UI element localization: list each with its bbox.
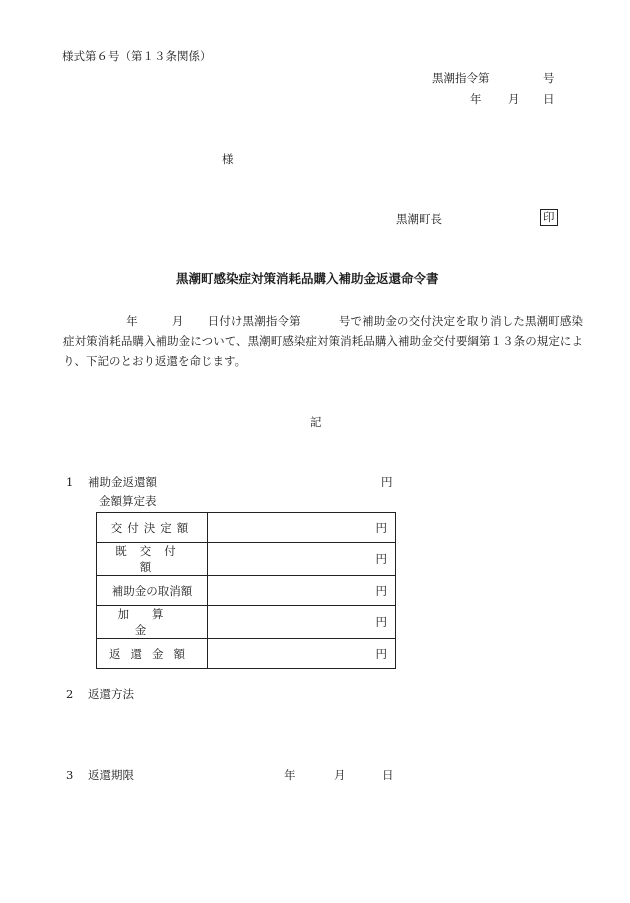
body-year: 年 — [126, 314, 138, 328]
date-year: 年 — [470, 92, 482, 106]
table-row — [97, 606, 396, 639]
section3-number: 3 — [66, 768, 74, 782]
row-unit: 円 — [208, 513, 396, 543]
amount-calculation-table — [96, 512, 396, 669]
section1-label: 補助金返還額 — [88, 475, 157, 489]
date-month: 月 — [508, 92, 520, 106]
deadline-year: 年 — [284, 768, 296, 782]
table-row — [97, 543, 396, 576]
addressee-suffix: 様 — [222, 152, 234, 166]
row-unit: 円 — [208, 606, 396, 639]
section1-unit: 円 — [381, 475, 393, 489]
deadline-day: 日 — [382, 768, 394, 782]
row-unit: 円 — [208, 639, 396, 669]
body-paragraph — [63, 311, 583, 371]
section2-number: 2 — [66, 687, 74, 701]
date-day: 日 — [543, 92, 555, 106]
table-row — [97, 639, 396, 669]
section1-number: 1 — [66, 475, 74, 489]
body-rest: 号で補助金の交付決定を取り消した黒潮町感染症対策消耗品購入補助金について、黒潮町感染症対策消耗品購入補助金交付要綱第１３条の規定により、下記のとおり返還を命じます。 — [63, 314, 584, 368]
form-label: 様式第６号（第１３条関係） — [62, 49, 212, 63]
table-row — [97, 513, 396, 543]
seal-mark: 印 — [540, 209, 558, 226]
row-unit: 円 — [208, 543, 396, 576]
document-number-suffix: 号 — [543, 71, 555, 85]
section3-label: 返還期限 — [88, 768, 134, 782]
section2-label: 返還方法 — [88, 687, 134, 701]
row-label: 返還金額 — [97, 639, 208, 669]
deadline-month: 月 — [334, 768, 346, 782]
table-row — [97, 576, 396, 606]
body-month: 月 — [171, 314, 184, 328]
issuer-name: 黒潮町長 — [396, 212, 442, 226]
row-label: 補助金の取消額 — [97, 576, 208, 606]
row-unit: 円 — [208, 576, 396, 606]
ki-heading: 記 — [310, 415, 322, 429]
body-day-ref: 日付け黒潮指令第 — [207, 314, 301, 328]
document-number-prefix: 黒潮指令第 — [432, 71, 490, 85]
row-label: 既交付額 — [97, 543, 208, 576]
document-title: 黒潮町感染症対策消耗品購入補助金返還命令書 — [176, 271, 439, 286]
row-label: 加算金 — [97, 606, 208, 639]
row-label: 交付決定額 — [97, 513, 208, 543]
table-caption: 金額算定表 — [99, 494, 157, 508]
